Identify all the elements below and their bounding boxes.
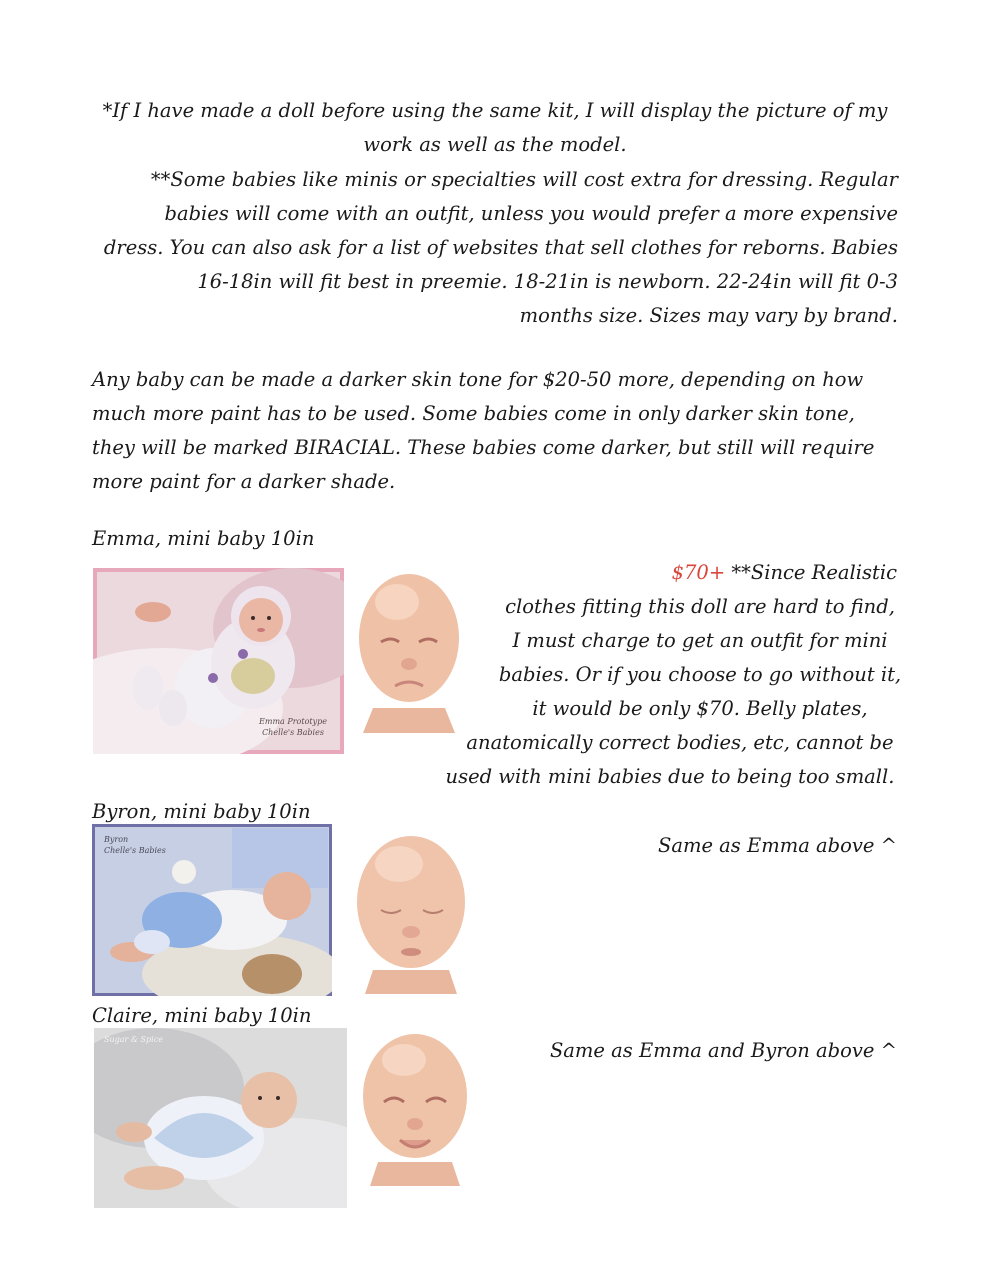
skin-line-4: more paint for a darker shade. (92, 470, 396, 493)
emma-title: Emma, mini baby 10in (92, 527, 315, 550)
dressing-line-3: dress. You can also ask for a list of websites that sell clothes for reborns. Babies (103, 236, 898, 259)
claire-note: Same as Emma and Byron above ^ (549, 1039, 897, 1062)
dressing-line-1: **Some babies like minis or specialties will cost extra for dressing. Regular (150, 168, 898, 191)
dressing-line-2: babies will come with an outfit, unless you would prefer a more expensive (164, 202, 898, 225)
emma-price-line (672, 556, 897, 590)
dressing-line-5: months size. Sizes may vary by brand. (519, 304, 898, 327)
emma-desc-3: babies. Or if you choose to go without it, (498, 663, 902, 686)
emma-doll-photo (93, 568, 344, 754)
emma-desc-1: clothes fitting this doll are hard to find, (505, 595, 895, 618)
byron-doll-photo (92, 824, 332, 996)
claire-doll-photo (94, 1028, 347, 1208)
emma-watermark-2: Chelle's Babies (262, 728, 324, 737)
byron-note: Same as Emma above ^ (657, 834, 897, 857)
emma-desc-first: **Since Realistic (725, 561, 897, 584)
emma-desc-2: I must charge to get an outfit for mini (512, 629, 888, 652)
emma-desc-5: anatomically correct bodies, etc, cannot be (466, 731, 894, 754)
skin-line-2: much more paint has to be used. Some babies come in only darker skin tone, (92, 402, 855, 425)
claire-watermark: Sugar & Spice (104, 1035, 163, 1044)
byron-watermark-1: Byron (104, 835, 129, 844)
dressing-line-4: 16-18in will fit best in preemie. 18-21in is newborn. 22-24in will fit 0-3 (197, 270, 898, 293)
intro-line-2: work as well as the model. (363, 133, 627, 156)
emma-watermark-1: Emma Prototype (259, 717, 327, 726)
byron-head-photo (345, 824, 478, 1002)
byron-watermark-2: Chelle's Babies (104, 846, 166, 855)
skin-line-3: they will be marked BIRACIAL. These babies come darker, but still will require (92, 436, 875, 459)
emma-desc-6: used with mini babies due to being too small. (445, 765, 895, 788)
intro-line-1: *If I have made a doll before using the same kit, I will display the picture of my (102, 99, 888, 122)
claire-head-photo (348, 1022, 482, 1192)
emma-desc-4: it would be only $70. Belly plates, (532, 697, 868, 720)
byron-title: Byron, mini baby 10in (92, 800, 311, 823)
claire-title: Claire, mini baby 10in (92, 1004, 312, 1027)
emma-price: $70+ (671, 561, 726, 584)
skin-line-1: Any baby can be made a darker skin tone for $20-50 more, depending on how (92, 368, 864, 391)
